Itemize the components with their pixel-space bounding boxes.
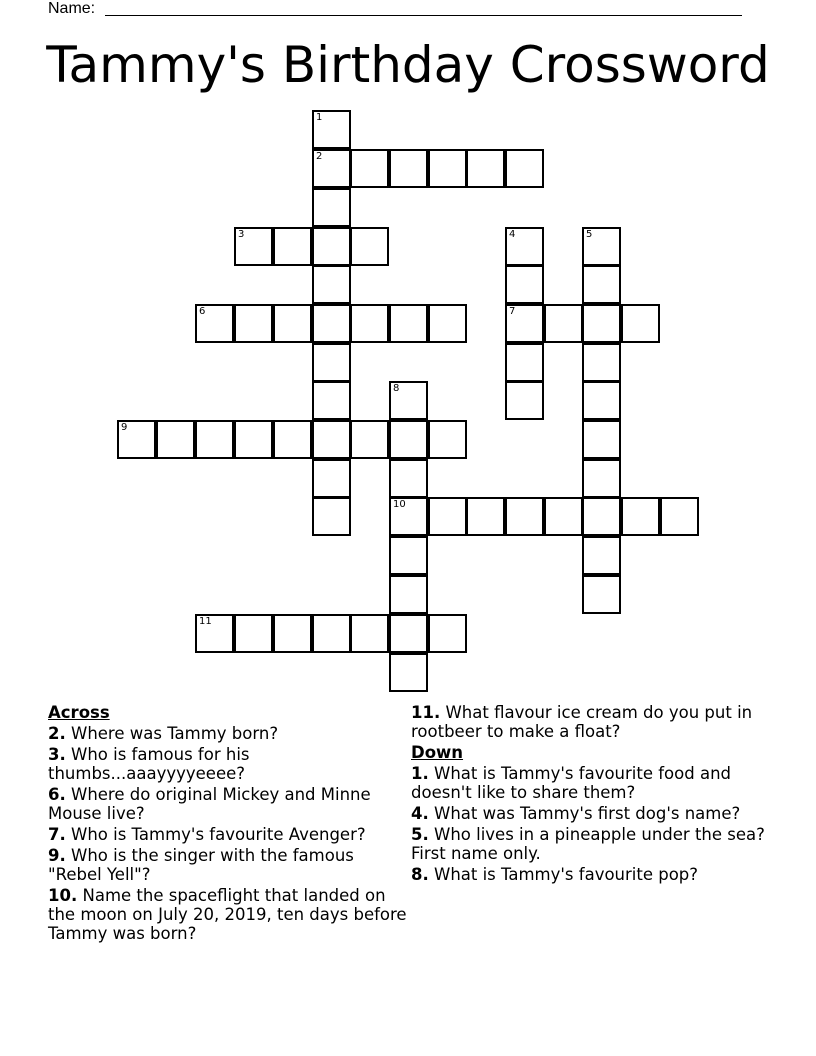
crossword-cell[interactable] [505, 149, 544, 188]
clue-number: 3. [48, 745, 66, 764]
clue-text: Who is Tammy's favourite Avenger? [71, 825, 366, 844]
crossword-cell[interactable] [428, 420, 467, 459]
cell-number: 4 [509, 229, 516, 240]
crossword-cell[interactable] [389, 459, 428, 498]
crossword-cell[interactable] [428, 304, 467, 343]
crossword-cell[interactable] [389, 497, 428, 536]
crossword-cell[interactable] [234, 420, 273, 459]
clue-text: What is Tammy's favourite pop? [434, 865, 699, 884]
crossword-cell[interactable] [389, 149, 428, 188]
crossword-cell[interactable] [389, 420, 428, 459]
clue-number: 5. [411, 825, 429, 844]
clue-down-8 [411, 865, 771, 884]
clue-across-7 [48, 825, 408, 844]
clue-text: What flavour ice cream do you put in rootbeer to make a float? [411, 703, 753, 741]
clue-number: 1. [411, 764, 429, 783]
clue-across-3 [48, 745, 408, 783]
clue-number: 7. [48, 825, 66, 844]
crossword-cell[interactable] [660, 497, 699, 536]
clue-number: 9. [48, 846, 66, 865]
crossword-cell[interactable] [389, 653, 428, 692]
crossword-cell[interactable] [273, 304, 312, 343]
crossword-cell[interactable] [312, 497, 351, 536]
crossword-cell[interactable] [505, 304, 544, 343]
clues-right-column [411, 703, 771, 886]
crossword-cell[interactable] [582, 420, 621, 459]
cell-number: 3 [238, 229, 245, 240]
clue-across-6 [48, 785, 408, 823]
clue-number: 2. [48, 724, 66, 743]
crossword-cell[interactable] [273, 614, 312, 653]
crossword-cell[interactable] [312, 343, 351, 382]
crossword-cell[interactable] [273, 227, 312, 266]
crossword-cell[interactable] [544, 304, 583, 343]
clue-down-4 [411, 804, 771, 823]
crossword-cell[interactable] [505, 265, 544, 304]
clues-left-column [48, 703, 408, 945]
crossword-cell[interactable] [312, 304, 351, 343]
crossword-cell[interactable] [312, 614, 351, 653]
crossword-cell[interactable] [582, 265, 621, 304]
crossword-cell[interactable] [582, 575, 621, 614]
crossword-cell[interactable] [466, 149, 505, 188]
crossword-cell[interactable] [582, 459, 621, 498]
crossword-cell[interactable] [621, 497, 660, 536]
crossword-cell[interactable] [582, 497, 621, 536]
clue-across-9 [48, 846, 408, 884]
crossword-cell[interactable] [505, 381, 544, 420]
cell-number: 8 [393, 383, 400, 394]
clue-text: Where do original Mickey and Minne Mouse live? [48, 785, 371, 823]
crossword-cell[interactable] [428, 149, 467, 188]
cell-number: 10 [393, 499, 406, 510]
crossword-cell[interactable] [195, 304, 234, 343]
clue-text: Name the spaceflight that landed on the moon on July 20, 2019, ten days before Tammy was born? [48, 886, 407, 943]
crossword-cell[interactable] [117, 420, 156, 459]
crossword-cell[interactable] [312, 149, 351, 188]
down-heading: Down [411, 743, 464, 762]
crossword-cell[interactable] [582, 381, 621, 420]
cell-number: 2 [316, 151, 323, 162]
crossword-cell[interactable] [312, 188, 351, 227]
cell-number: 5 [586, 229, 593, 240]
crossword-cell[interactable] [156, 420, 195, 459]
crossword-cell[interactable] [312, 227, 351, 266]
crossword-cell[interactable] [350, 304, 389, 343]
clue-across-10 [48, 886, 408, 943]
clue-text: Who lives in a pineapple under the sea? First name only. [411, 825, 765, 863]
crossword-cell[interactable] [582, 304, 621, 343]
crossword-cell[interactable] [582, 227, 621, 266]
clue-number: 6. [48, 785, 66, 804]
crossword-cell[interactable] [582, 536, 621, 575]
crossword-cell[interactable] [505, 497, 544, 536]
crossword-cell[interactable] [234, 227, 273, 266]
crossword-cell[interactable] [195, 420, 234, 459]
crossword-cell[interactable] [234, 614, 273, 653]
cell-number: 9 [121, 422, 128, 433]
crossword-cell[interactable] [312, 420, 351, 459]
crossword-cell[interactable] [544, 497, 583, 536]
clue-number: 11. [411, 703, 441, 722]
crossword-cell[interactable] [350, 420, 389, 459]
crossword-cell[interactable] [389, 381, 428, 420]
clue-down-1 [411, 764, 771, 802]
clue-number: 4. [411, 804, 429, 823]
crossword-cell[interactable] [389, 575, 428, 614]
cell-number: 11 [199, 616, 212, 627]
clue-text: Where was Tammy born? [71, 724, 279, 743]
crossword-cell[interactable] [312, 265, 351, 304]
clue-text: What was Tammy's first dog's name? [434, 804, 741, 823]
crossword-cell[interactable] [389, 304, 428, 343]
crossword-cell[interactable] [312, 459, 351, 498]
page-title: Tammy's Birthday Crossword [46, 36, 770, 94]
cell-number: 7 [509, 306, 516, 317]
crossword-cell[interactable] [273, 420, 312, 459]
clue-across-2 [48, 724, 408, 743]
crossword-cell[interactable] [234, 304, 273, 343]
across-heading: Across [48, 703, 110, 722]
clue-text: Who is the singer with the famous "Rebel Yell"? [48, 846, 354, 884]
crossword-cell[interactable] [312, 381, 351, 420]
clue-across-11 [411, 703, 771, 741]
crossword-cell[interactable] [428, 614, 467, 653]
clue-down-5 [411, 825, 771, 863]
crossword-cell[interactable] [621, 304, 660, 343]
crossword-cell[interactable] [389, 614, 428, 653]
clue-text: Who is famous for his thumbs...aaayyyyeeee? [48, 745, 250, 783]
clue-number: 10. [48, 886, 78, 905]
clue-number: 8. [411, 865, 429, 884]
crossword-cell[interactable] [312, 110, 351, 149]
cell-number: 6 [199, 306, 206, 317]
clue-text: What is Tammy's favourite food and doesn't like to share them? [411, 764, 731, 802]
crossword-cell[interactable] [389, 536, 428, 575]
cell-number: 1 [316, 112, 323, 123]
crossword-cell[interactable] [505, 343, 544, 382]
crossword-cell[interactable] [582, 343, 621, 382]
crossword-cell[interactable] [350, 614, 389, 653]
crossword-cell[interactable] [195, 614, 234, 653]
name-label: Name: [48, 0, 96, 17]
crossword-cell[interactable] [350, 149, 389, 188]
crossword-cell[interactable] [505, 227, 544, 266]
crossword-cell[interactable] [466, 497, 505, 536]
crossword-cell[interactable] [428, 497, 467, 536]
crossword-cell[interactable] [350, 227, 389, 266]
